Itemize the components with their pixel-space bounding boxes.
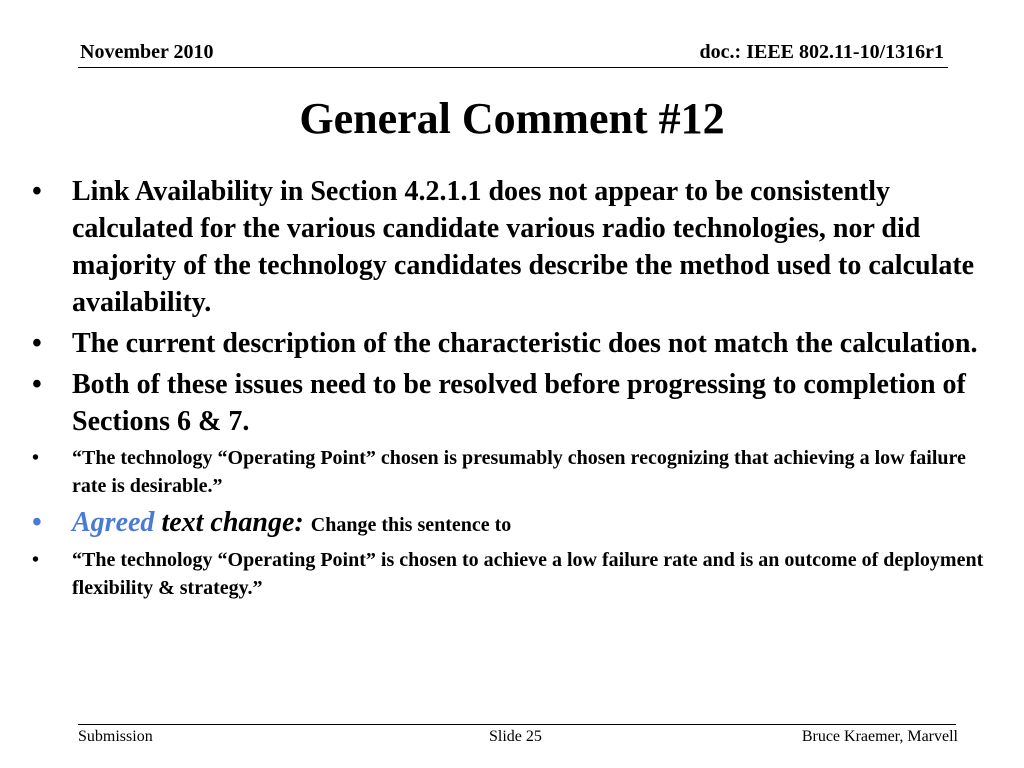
bullet-item [30, 325, 990, 362]
bullet-icon: • [32, 328, 42, 359]
bullet-text: Link Availability in Section 4.2.1.1 does not appear to be consistently calculated for the various candidate various radio technologies, nor did majority of the technology candidates describe the method used to calculate availability. [72, 176, 975, 318]
change-instruction: Change this sentence to [310, 514, 512, 536]
bullet-item [30, 173, 990, 321]
bullet-icon: • [32, 549, 40, 571]
slide-title: General Comment #12 [299, 94, 725, 143]
quote-new-item [30, 546, 990, 602]
bullet-icon: • [32, 176, 42, 207]
quote-original-item [30, 444, 990, 500]
footer-author: Bruce Kraemer, Marvell [801, 728, 958, 745]
agreed-item [30, 504, 990, 544]
footer-slide-number: Slide 25 [489, 728, 542, 745]
agreed-label: Agreed [72, 507, 155, 538]
quote-original-text: “The technology “Operating Point” chosen is presumably chosen recognizing that achieving a low failure rate is desirable.” [72, 447, 966, 497]
header-date: November 2010 [80, 41, 214, 63]
header-divider [78, 67, 948, 68]
bullet-icon: • [32, 369, 42, 400]
bullet-icon: • [32, 447, 40, 469]
bullet-text: The current description of the characteristic does not match the calculation. [72, 328, 978, 359]
bullet-text: Both of these issues need to be resolved before progressing to completion of Sections 6 & 7. [72, 369, 966, 437]
bullet-icon: • [32, 507, 42, 538]
quote-new-text: “The technology “Operating Point” is chosen to achieve a low failure rate and is an outcome of deployment flexibility & strategy.” [72, 549, 984, 599]
bullet-item [30, 366, 990, 440]
slide-body [30, 173, 990, 606]
text-change-label: text change: [161, 507, 304, 538]
footer-divider [78, 724, 956, 725]
footer-submission: Submission [78, 728, 153, 745]
header-doc-id: doc.: IEEE 802.11-10/1316r1 [699, 41, 944, 63]
